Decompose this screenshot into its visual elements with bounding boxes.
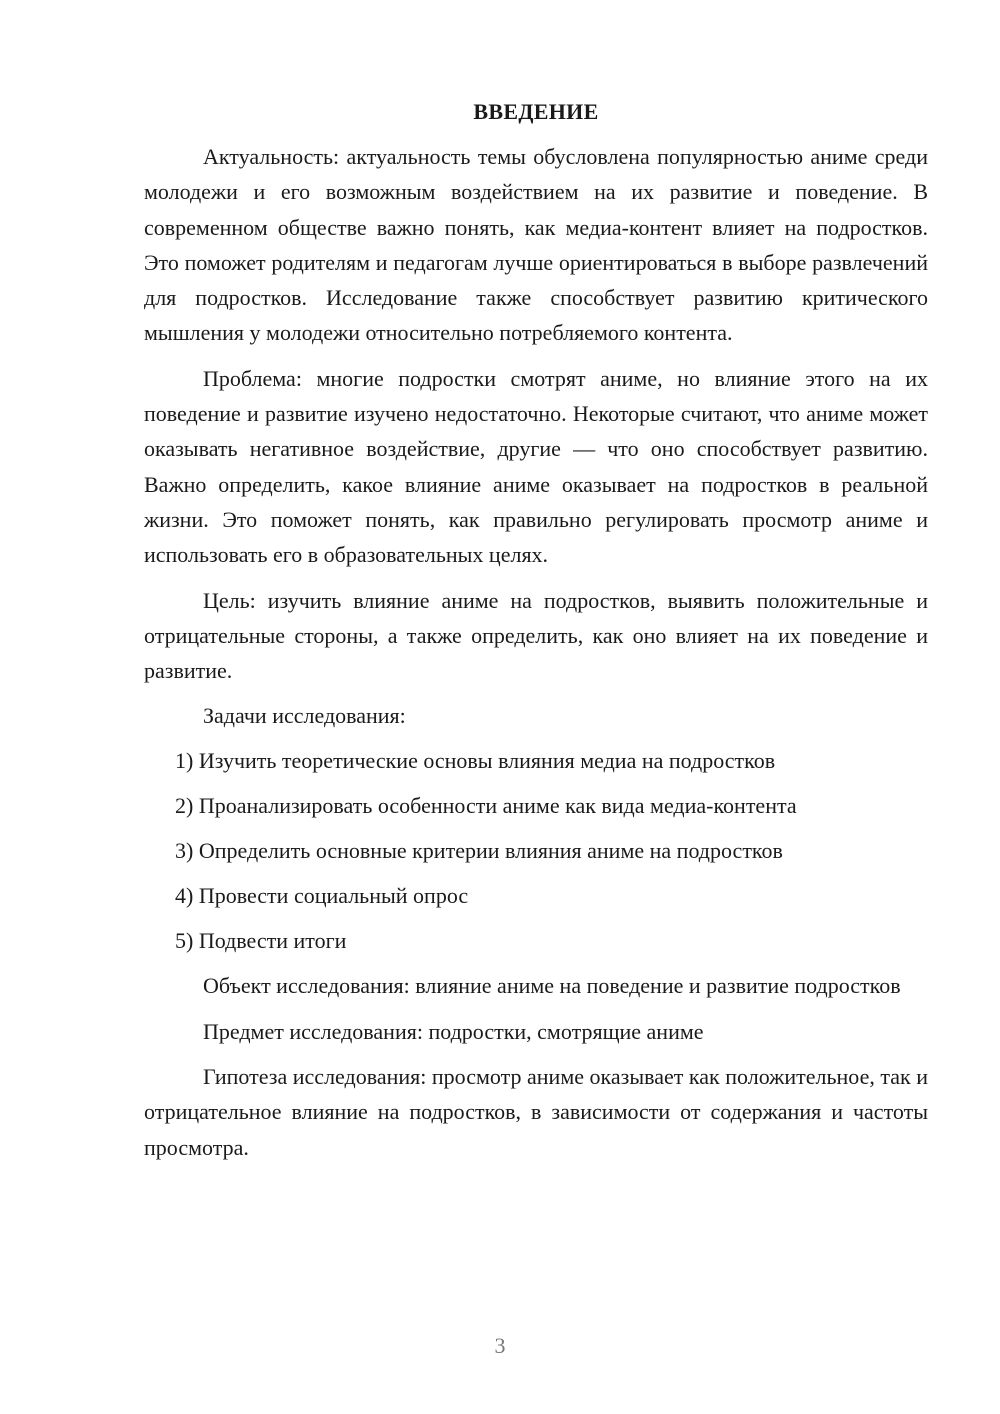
object-paragraph: Объект исследования: влияние аниме на поведение и развитие подростков bbox=[203, 973, 901, 999]
subject-paragraph: Предмет исследования: подростки, смотрящие аниме bbox=[203, 1018, 704, 1044]
task-item: 3) Определить основные критерии влияния аниме на подростков bbox=[175, 838, 783, 864]
task-item: 2) Проанализировать особенности аниме как вида медиа-контента bbox=[175, 793, 797, 819]
page-number: 3 bbox=[494, 1333, 506, 1358]
section-title: ВВЕДЕНИЕ bbox=[473, 99, 599, 124]
goal-paragraph: Цель: изучить влияние аниме на подростков, выявить положительные и отрицательные стороны, а также определить, как оно влияет на их поведение и развитие. bbox=[144, 587, 928, 684]
tasks-list bbox=[144, 743, 928, 958]
document-page bbox=[144, 94, 928, 1175]
task-item: 4) Провести социальный опрос bbox=[175, 883, 469, 909]
task-item: 1) Изучить теоретические основы влияния медиа на подростков bbox=[175, 748, 776, 774]
problem-paragraph: Проблема: многие подростки смотрят аниме, но влияние этого на их поведение и развитие изучено недостаточно. Некоторые считают, что аниме может оказывать негативное воздействие, другие — что оно способствует развитию. Важно определить, какое влияние аниме оказывает на подростков в реальной жизни. Это поможет понять, как правильно регулировать просмотр аниме и использовать его в образовательных целях. bbox=[144, 365, 928, 568]
tasks-heading: Задачи исследования: bbox=[203, 703, 406, 729]
task-item: 5) Подвести итоги bbox=[175, 928, 347, 954]
relevance-paragraph: Актуальность: актуальность темы обусловлена популярностью аниме среди молодежи и его возможным воздействием на их развитие и поведение. В современном обществе важно понять, как медиа-контент влияет на подростков. Это поможет родителям и педагогам лучше ориентироваться в выборе развлечений для подростков. Исследование также способствует развитию критического мышления у молодежи относительно потребляемого контента. bbox=[144, 144, 928, 346]
hypothesis-paragraph: Гипотеза исследования: просмотр аниме оказывает как положительное, так и отрицательное влияние на подростков, в зависимости от содержания и частоты просмотра. bbox=[144, 1064, 928, 1160]
